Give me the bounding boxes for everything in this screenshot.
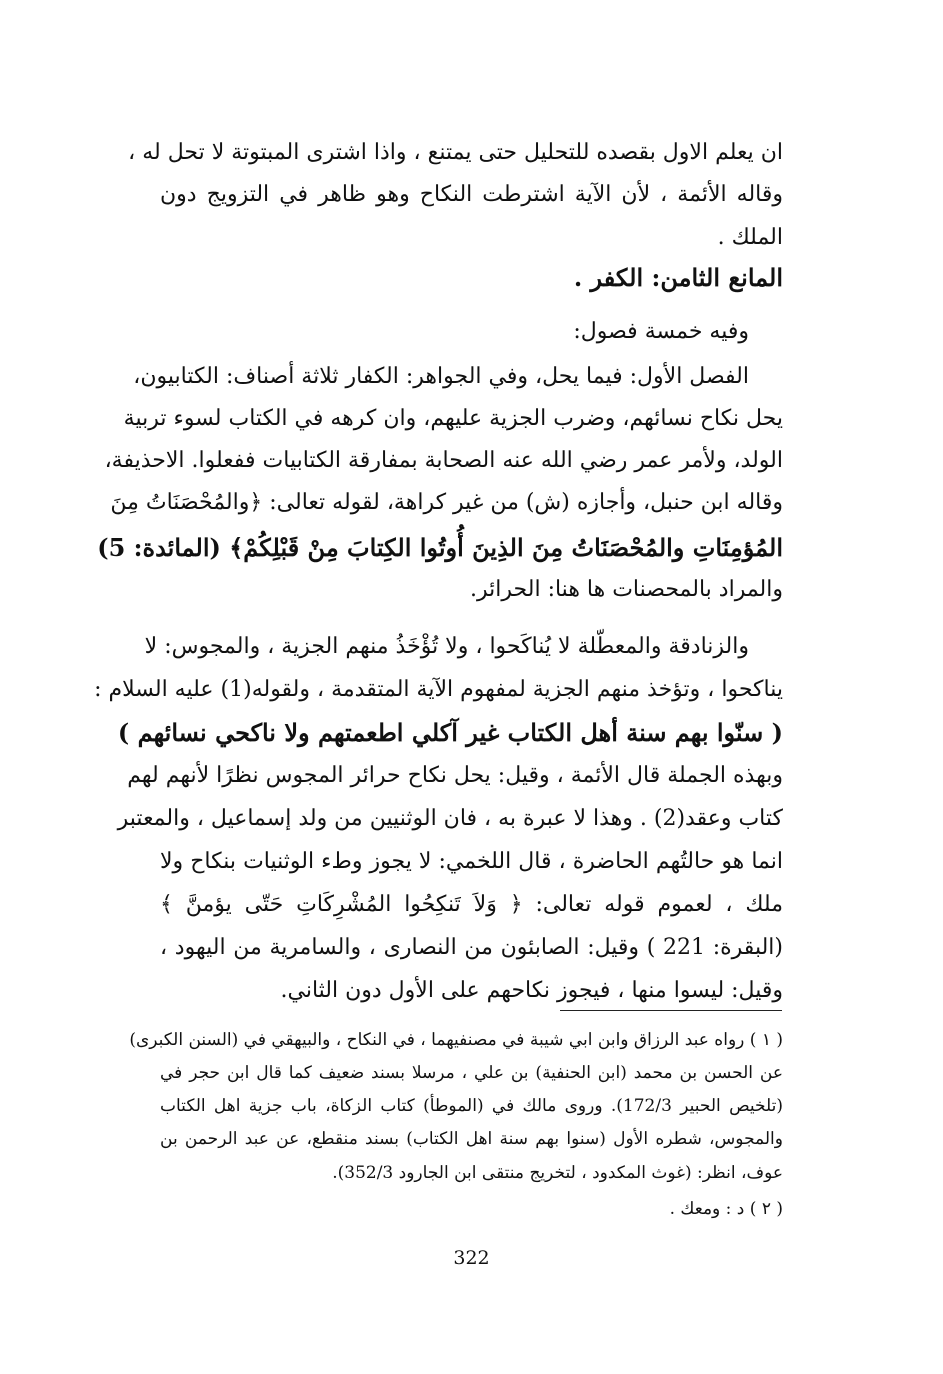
section1-line-4: وقاله ابن حنبل، وأجازه (ش) من غير كراهة، لقوله تعالى: ﴿والمُحْصَنَاتُ مِنَ: [110, 490, 783, 515]
section2-hadith-line: ( سنّوا بهم سنة أهل الكتاب غير آكلي اطعمتهم ولا ناكحي نسائهم ): [117, 718, 783, 747]
section2-line-8: (البقرة: 221 ) وقيل: الصابئون من النصارى ، والسامرية من اليهود ،: [160, 935, 783, 960]
footnote-1-line-5: عوف، انظر: (غوث المكدود ، لتخريج منتقى ابن الجارود 352/3).: [332, 1163, 783, 1183]
footnote-1-line-1: ( ١ ) رواه عبد الرزاق وابن ابي شيبة في مصنفيهما ، في النكاح ، والبيهقي في (السنن الكبرى): [129, 1030, 783, 1050]
intro-line: وفيه خمسة فصول:: [573, 319, 749, 344]
body-line-3: الملك .: [717, 225, 783, 250]
footnote-2: ( ٢ ) د : ومعك .: [669, 1199, 783, 1219]
section2-line-4: وبهذه الجملة قال الأئمة ، وقيل: يحل نكاح حرائر المجوس نظرًا لأنهم لهم: [127, 763, 783, 788]
section2-line-6: انما هو حالتُهم الحاضرة ، قال اللخمي: لا يجوز وطء الوثنيات بنكاح ولا: [160, 849, 783, 874]
section2-line-9: وقيل: ليسوا منها ، فيجوز نكاحهم على الأول دون الثاني.: [280, 978, 783, 1003]
section-heading: المانع الثامن: الكفر .: [573, 263, 783, 292]
body-line-2: وقاله الأئمة ، لأن الآية اشترطت النكاح وهو ظاهر في التزويج دون: [160, 182, 783, 207]
footnote-1-line-3: (تلخيص الحبير 172/3). وروى مالك في (الموطأ) كتاب الزكاة، باب جزية اهل الكتاب: [160, 1096, 783, 1116]
footnote-1-line-4: والمجوس، شطره الأول (سنوا بهم سنة اهل الكتاب) بسند منقطع، عن عبد الرحمن بن: [160, 1129, 783, 1149]
footnote-1-line-2: عن الحسن بن محمد (ابن الحنفية) بن علي ، مرسلا بسند ضعيف كما قال ابن حجر في: [160, 1063, 783, 1083]
section2-line-7: ملك ، لعموم قوله تعالى: ﴿ وَلاَ تَنكِحُوا المُشْرِكَاتِ حَتّى يؤمنَّ ﴾: [160, 892, 783, 917]
footnote-rule: [560, 1010, 782, 1011]
section2-line-5: كتاب وعقد(2) . وهذا لا عبرة به ، فان الوثنيين من ولد إسماعيل ، والمعتبر: [117, 806, 783, 831]
section1-line-2: يحل نكاح نسائهم، وضرب الجزية عليهم، وان كرهه في الكتاب لسوء تربية: [123, 406, 783, 431]
section1-line-1: الفصل الأول: فيما يحل، وفي الجواهر: الكفار ثلاثة أصناف: الكتابيون،: [133, 364, 749, 389]
section1-line-3: الولد، ولأمر عمر رضي الله عنه الصحابة بمفارقة الكتابيات ففعلوا. الاحذيفة،: [104, 448, 783, 473]
section1-line-5: المُؤمِنَاتِ والمُحْصَنَاتُ مِنَ الذِينَ أُوتُوا الكِتابَ مِنْ قَبْلِكُمْ﴾ (المائدة: 5): [97, 533, 783, 562]
section2-line-1: والزنادقة والمعطّلة لا يُناكَحوا ، ولا تُؤْخَذُ منهم الجزية ، والمجوس: لا: [144, 634, 749, 659]
body-line-1: ان يعلم الاول بقصده للتحليل حتى يمتنع ، واذا اشترى المبتوتة لا تحل له ،: [128, 140, 783, 165]
page-number: 322: [453, 1247, 490, 1269]
section2-line-2: يناكحوا ، وتؤخذ منهم الجزية لمفهوم الآية المتقدمة ، ولقوله(1) عليه السلام :: [94, 677, 783, 702]
section1-line-6: والمراد بالمحصنات ها هنا: الحرائر.: [470, 577, 783, 602]
